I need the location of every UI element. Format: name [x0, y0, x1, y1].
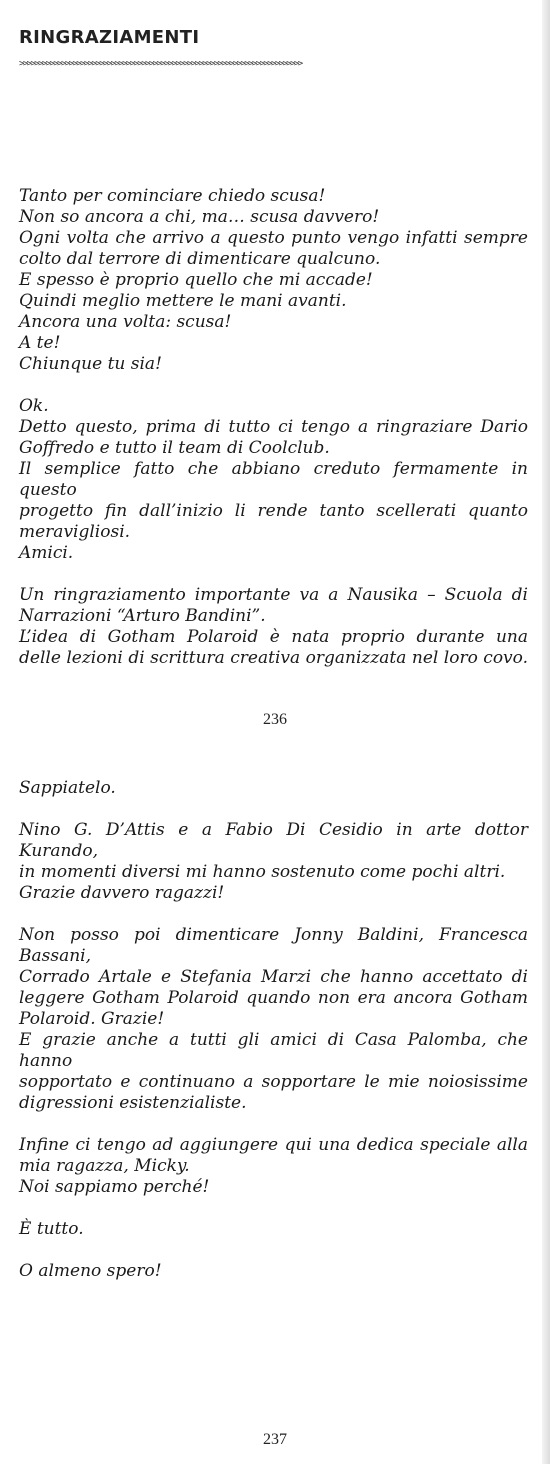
- text-line: E spesso è proprio quello che mi accade!: [19, 270, 373, 290]
- text-line: meravigliosi.: [19, 522, 131, 542]
- text-line: Goffredo e tutto il team di Coolclub.: [19, 438, 330, 458]
- paragraph: [19, 925, 528, 1114]
- text-line: Non so ancora a chi, ma… scusa davvero!: [19, 207, 380, 227]
- text-line: sopportato e continuano a sopportare le mie noiosissime: [19, 1072, 528, 1092]
- text-line: delle lezioni di scrittura creativa organizzata nel loro covo.: [19, 648, 528, 668]
- text-line: Ogni volta che arrivo a questo punto vengo infatti sempre: [19, 228, 528, 248]
- text-line: Corrado Artale e Stefania Marzi che hanno accettato di: [19, 967, 528, 987]
- text-line: Ancora una volta: scusa!: [19, 312, 232, 332]
- paragraph: [19, 396, 528, 564]
- paragraph: [19, 186, 528, 375]
- text-line: mia ragazza, Micky.: [19, 1156, 190, 1176]
- text-line: E grazie anche a tutti gli amici di Casa Palomba, che hanno: [19, 1030, 528, 1071]
- text-line: Detto questo, prima di tutto ci tengo a ringraziare Dario: [19, 417, 528, 437]
- text-line: progetto fin dall’inizio li rende tanto scellerati quanto: [19, 501, 528, 521]
- text-line: leggere Gotham Polaroid quando non era ancora Gotham: [19, 988, 528, 1008]
- text-line: Chiunque tu sia!: [19, 354, 162, 374]
- text-line: Ok.: [19, 396, 49, 416]
- text-line: Polaroid. Grazie!: [19, 1009, 165, 1029]
- acknowledgements-text-part1: [19, 186, 528, 669]
- paragraph: [19, 778, 528, 799]
- chapter-heading: RINGRAZIAMENTI: [19, 27, 200, 48]
- text-line: O almeno spero!: [19, 1261, 162, 1281]
- text-line: Amici.: [19, 543, 74, 563]
- text-line: Non posso poi dimenticare Jonny Baldini, Francesca Bassani,: [19, 925, 528, 966]
- book-page-237: [0, 740, 550, 1464]
- text-line: Grazie davvero ragazzi!: [19, 883, 225, 903]
- text-line: Sappiatelo.: [19, 778, 116, 798]
- acknowledgements-text-part2: [19, 778, 528, 1282]
- paragraph: [19, 820, 528, 904]
- text-line: Il semplice fatto che abbiano creduto fermamente in questo: [19, 459, 528, 500]
- paragraph: [19, 585, 528, 669]
- text-line: digressioni esistenzialiste.: [19, 1093, 247, 1113]
- text-line: Infine ci tengo ad aggiungere qui una dedica speciale alla: [19, 1135, 528, 1155]
- page-number: 236: [263, 711, 287, 728]
- text-line: A te!: [19, 333, 61, 353]
- paragraph: [19, 1219, 528, 1240]
- text-line: Noi sappiamo perché!: [19, 1177, 210, 1197]
- paragraph: [19, 1261, 528, 1282]
- text-line: È tutto.: [19, 1219, 84, 1239]
- text-line: in momenti diversi mi hanno sostenuto come pochi altri.: [19, 862, 506, 882]
- text-line: Nino G. D’Attis e a Fabio Di Cesidio in arte dottor Kurando,: [19, 820, 528, 861]
- text-line: Narrazioni “Arturo Bandini”.: [19, 606, 266, 626]
- page-edge: [542, 0, 550, 740]
- text-line: Un ringraziamento importante va a Nausika – Scuola di: [19, 585, 528, 605]
- text-line: L’idea di Gotham Polaroid è nata proprio durante una: [19, 627, 528, 647]
- page-number: 237: [263, 1431, 287, 1448]
- text-line: Quindi meglio mettere le mani avanti.: [19, 291, 347, 311]
- text-line: Tanto per cominciare chiedo scusa!: [19, 186, 326, 206]
- page-edge: [542, 740, 550, 1464]
- chevron-divider: >>>>>>>>>>>>>>>>>>>>>>>>>>>>>>>>>>>>>>>>>>>>>>>>>>>>>>>>>>>>>>>>>>>>>>>>>>: [19, 59, 302, 69]
- text-line: colto dal terrore di dimenticare qualcuno.: [19, 249, 381, 269]
- paragraph: [19, 1135, 528, 1198]
